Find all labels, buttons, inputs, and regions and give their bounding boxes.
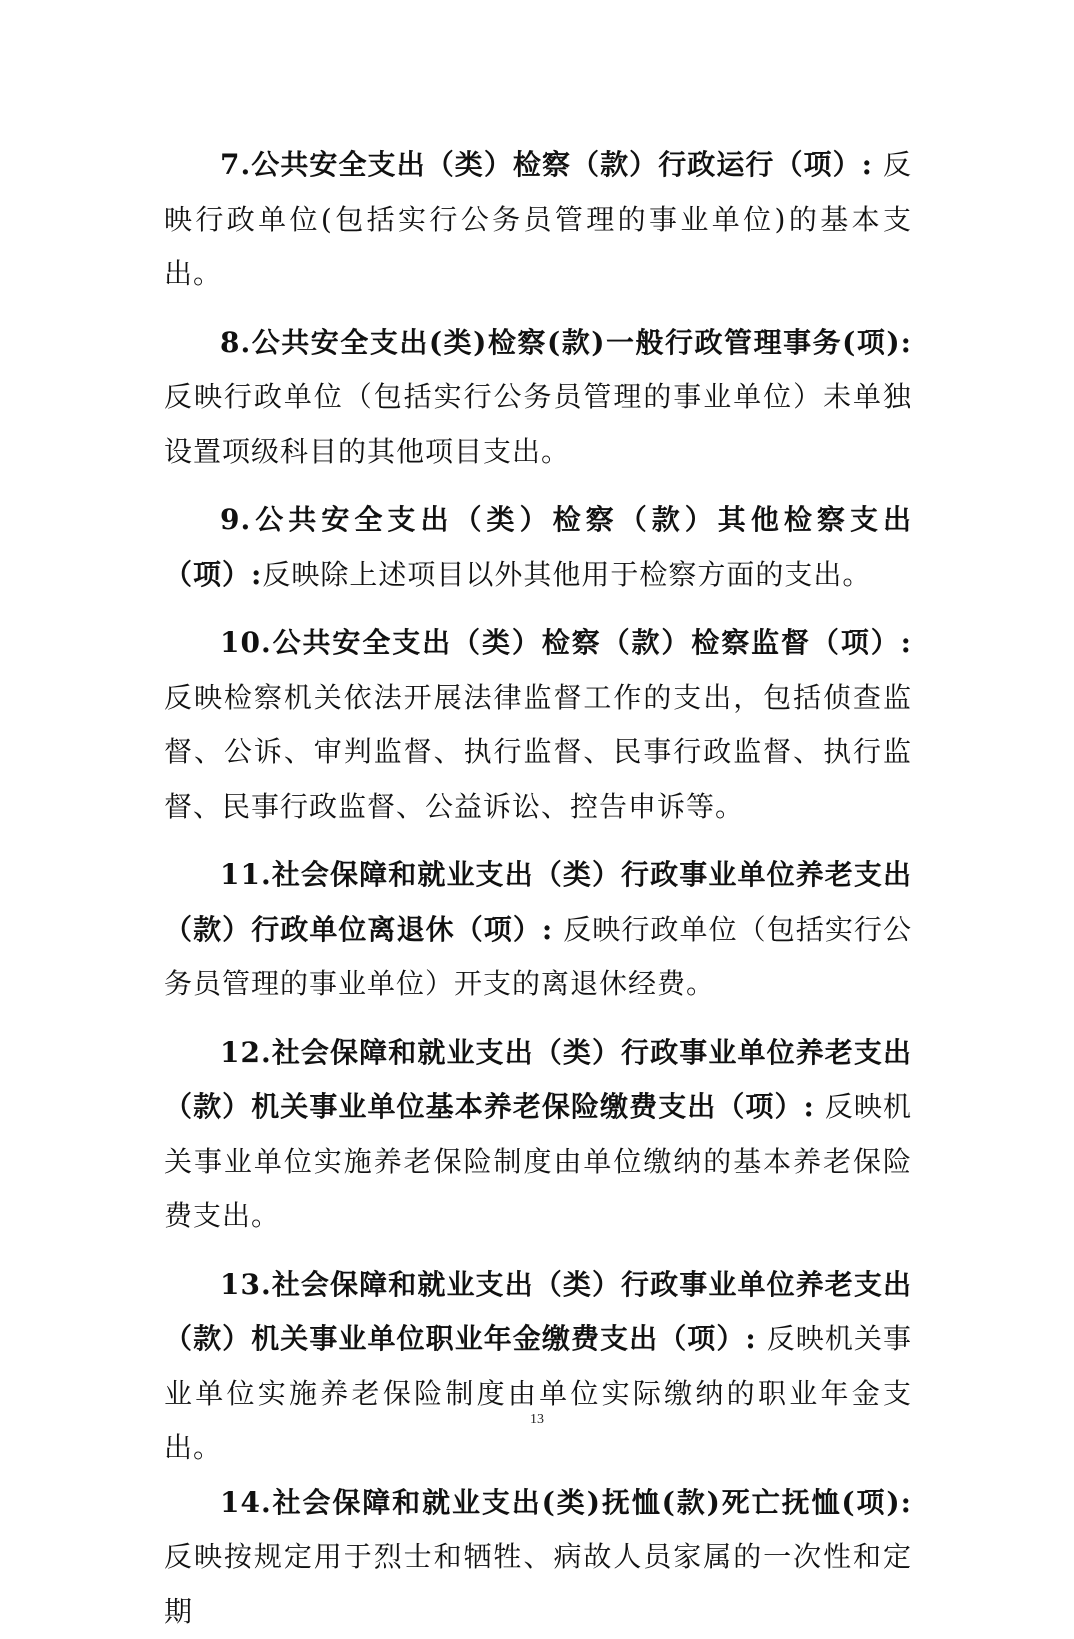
paragraph-item-7 (164, 138, 912, 302)
paragraph-item-8 (164, 316, 912, 480)
paragraph-text: 反映机关事业单位实施养老保险制度由单位实际缴纳的职业年金支出。 (164, 1322, 912, 1464)
paragraph-text: 反映除上述项目以外其他用于检察方面的支出。 (262, 558, 871, 591)
paragraph-item-9 (164, 493, 912, 602)
paragraph-heading: 12.社会保障和就业支出（类）行政事业单位养老支出（款）机关事业单位基本养老保险缴费支出（项）: (164, 1036, 912, 1124)
paragraph-heading: 9.公共安全支出（类）检察（款）其他检察支出（项）: (164, 503, 912, 591)
paragraph-item-14 (164, 1476, 912, 1639)
paragraph-heading: 10.公共安全支出（类）检察（款）检察监督（项）: (220, 626, 912, 659)
paragraph-item-12 (164, 1026, 912, 1244)
paragraph-text: 反映行政单位(包括实行公务员管理的事业单位)的基本支出。 (164, 148, 912, 290)
paragraph-heading: 11.社会保障和就业支出（类）行政事业单位养老支出（款）行政单位离退休（项）: (164, 858, 912, 946)
paragraph-heading: 13.社会保障和就业支出（类）行政事业单位养老支出（款）机关事业单位职业年金缴费支出（项）: (164, 1268, 912, 1356)
paragraph-item-13 (164, 1258, 912, 1476)
paragraph-text: 反映机关事业单位实施养老保险制度由单位缴纳的基本养老保险费支出。 (164, 1090, 912, 1232)
paragraph-text: 反映行政单位（包括实行公务员管理的事业单位）未单独设置项级科目的其他项目支出。 (164, 380, 912, 468)
paragraph-text: 反映检察机关依法开展法律监督工作的支出，包括侦查监督、公诉、审判监督、执行监督、民事行政监督、执行监督、民事行政监督、公益诉讼、控告申诉等。 (164, 681, 912, 823)
paragraph-text: 反映行政单位（包括实行公务员管理的事业单位）开支的离退休经费。 (164, 913, 912, 1001)
paragraph-item-11 (164, 848, 912, 1012)
paragraph-text: 反映按规定用于烈士和牺牲、病故人员家属的一次性和定期 (164, 1540, 912, 1628)
paragraph-heading: 8.公共安全支出(类)检察(款)一般行政管理事务(项): (220, 326, 912, 359)
paragraph-heading: 7.公共安全支出（类）检察（款）行政运行（项）: (220, 148, 873, 181)
page-number: 13 (0, 1412, 1074, 1428)
paragraph-heading: 14.社会保障和就业支出(类)抚恤(款)死亡抚恤(项): (220, 1486, 912, 1519)
paragraph-item-10 (164, 616, 912, 834)
